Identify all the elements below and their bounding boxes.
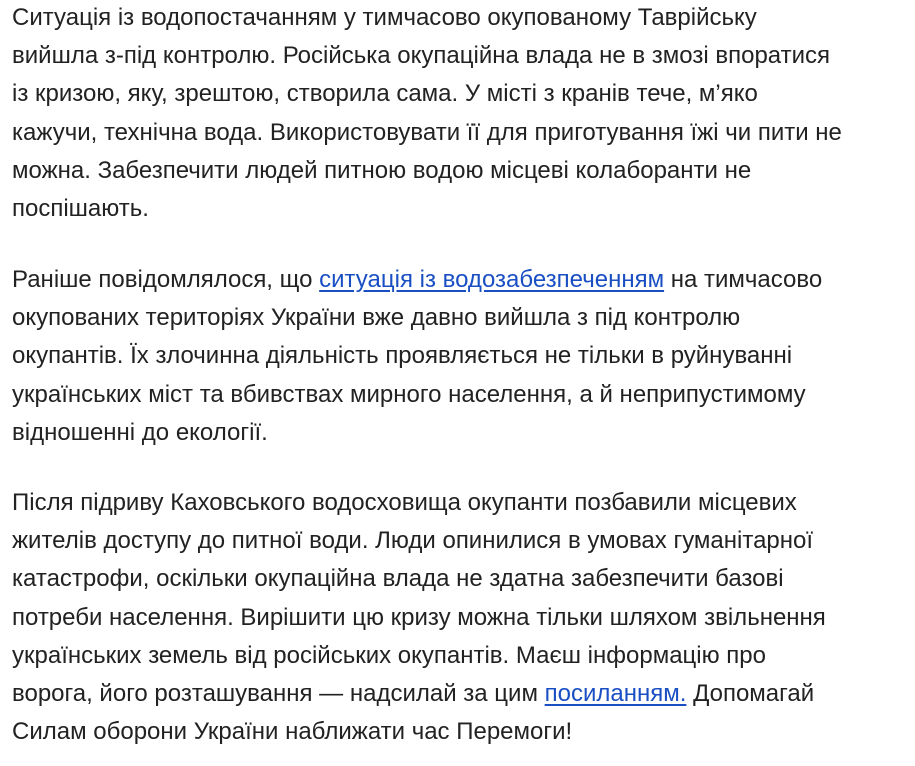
text-line [12, 675, 915, 713]
text-line: Після підриву Каховського водосховища окупанти позбавили місцевих [12, 489, 797, 516]
report-enemy-link[interactable]: посиланням. [544, 680, 687, 708]
text-segment: Раніше повідомлялося, що [12, 266, 320, 293]
water-supply-situation-link[interactable]: ситуація із водозабезпеченням [319, 266, 665, 293]
text-line: Силам оборони України наближати час Перемоги! [12, 718, 573, 746]
text-line: поспішають. [12, 195, 149, 223]
text-line: катастрофи, оскільки окупаційна влада не здатна забезпечити базові [12, 565, 784, 593]
text-line: Ситуація із водопостачанням у тимчасово окупованому Таврійську [12, 4, 757, 31]
text-line: із кризою, яку, зрештою, створила сама. У місті з кранів тече, м’яко [12, 80, 758, 108]
text-line: можна. Забезпечити людей питною водою місцеві колаборанти не [12, 156, 752, 184]
paragraph-previous-reports [12, 261, 915, 452]
text-line: вийшла з-під контролю. Російська окупаційна влада не в змозі впоратися [12, 42, 831, 70]
paragraph-water-crisis [12, 0, 915, 228]
text-line: жителів доступу до питної води. Люди опинилися в умовах гуманітарної [12, 527, 814, 555]
text-line: українських міст та вбивствах мирного населення, а й неприпустимому [12, 380, 806, 408]
text-segment: ворога, його розташування — надсилай за цим [12, 680, 545, 708]
text-line: окупованих територіях України вже давно вийшла з під контролю [12, 304, 741, 332]
text-line: відношенні до екології. [12, 418, 268, 446]
text-line [12, 261, 915, 299]
paragraph-call-to-action [12, 484, 915, 751]
text-line: українських земель від російських окупантів. Маєш інформацію про [12, 641, 766, 669]
text-line: окупантів. Їх злочинна діяльність проявляється не тільки в руйнуванні [12, 342, 793, 370]
text-segment: на тимчасово [664, 266, 823, 293]
text-line: кажучи, технічна вода. Використовувати її для приготування їжі чи пити не [12, 118, 842, 146]
text-line: потреби населення. Вирішити цю кризу можна тільки шляхом звільнення [12, 603, 826, 631]
text-segment: Допомагай [686, 680, 815, 708]
